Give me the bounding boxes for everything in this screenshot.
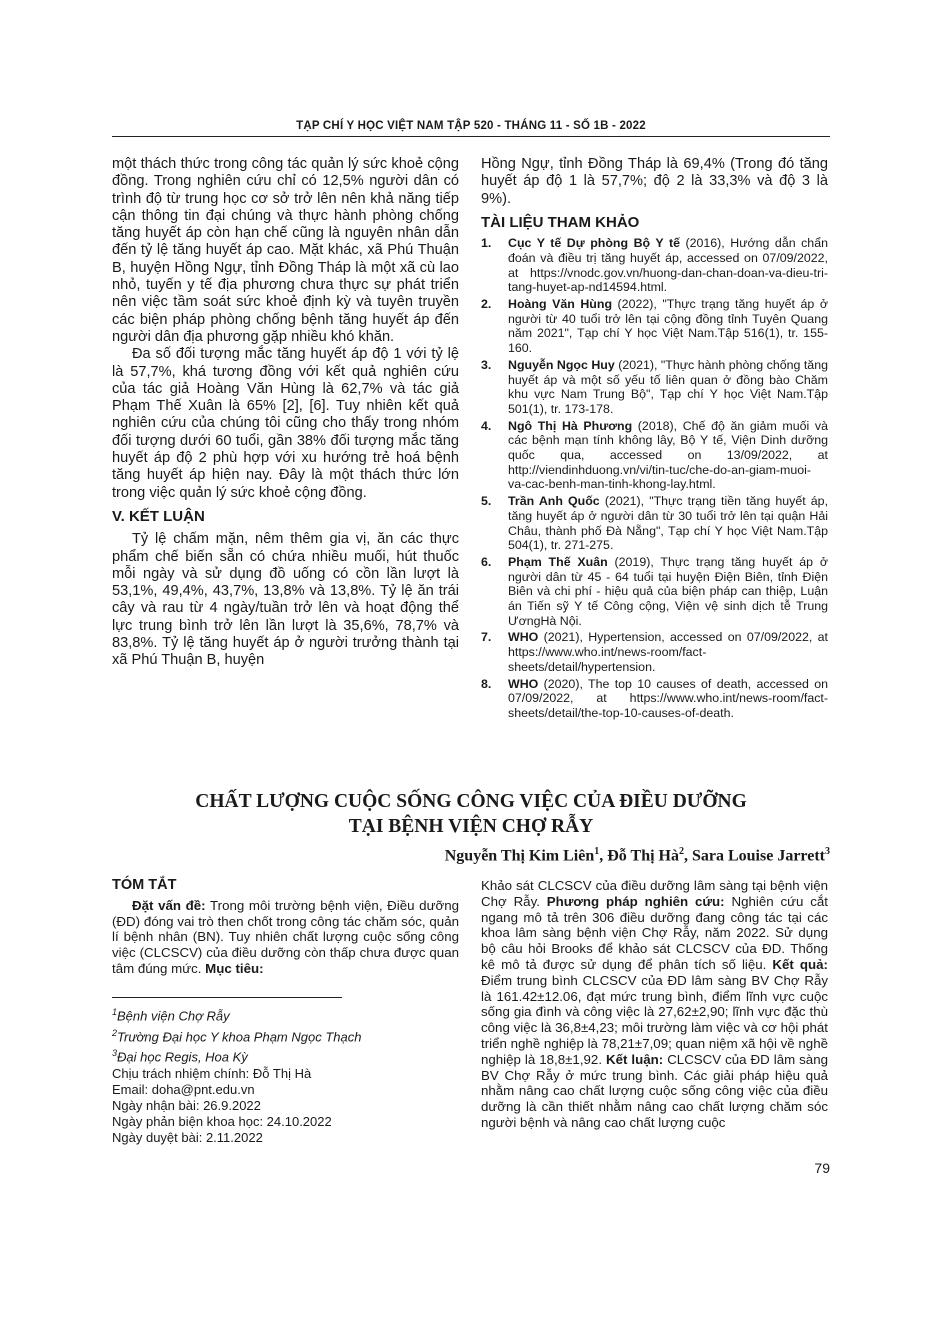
right-column — [481, 156, 828, 723]
header-divider — [112, 136, 830, 137]
date-reviewed: Ngày phản biện khoa học: 24.10.2022 — [112, 1114, 332, 1130]
article-title — [112, 789, 830, 839]
date-accepted: Ngày duyệt bài: 2.11.2022 — [112, 1130, 263, 1146]
footnotes — [112, 1004, 459, 1147]
conclusion-paragraph: Tỷ lệ chấm mặn, nêm thêm gia vị, ăn các thực phẩm chế biến sẵn có chứa nhiều muối, hút thuốc mỗi ngày và sử dụng đồ uống có cồn lần lượt là 53,1%, 49,4%, 43,7%, 13,8% và 13,8%. Tỷ lệ ăn trái cây và rau từ 4 ngày/tuần trở lên và hoạt động thể lực trung bình trở lên lần lượt là 35,6%, 78,7% và 83,8%. Tỷ lệ tăng huyết áp ở người trưởng thành tại xã Phú Thuận B, huyện — [112, 531, 459, 669]
abstract-paragraph: Đặt vấn đề: Trong môi trường bệnh viện, Điều dưỡng (ĐD) đóng vai trò then chốt trong công tác chăm sóc, quản lí bệnh nhân (BN). Tuy nhiên chất lượng cuộc sống công việc (CLCSCV) của điều dưỡng còn thấp chưa được quan tâm đúng mức. Mục tiêu: — [112, 897, 459, 976]
body-paragraph: Hồng Ngự, tỉnh Đồng Tháp là 69,4% (Trong đó tăng huyết áp độ 1 là 57,7%; độ 2 là 33,3% và độ 3 là 9%). — [481, 156, 828, 207]
footnote-divider — [112, 997, 342, 998]
reference-item: 7. WHO (2021), Hypertension, accessed on 07/09/2022, at https://www.who.int/news-room/fact-sheets/detail/hypertension. — [481, 630, 828, 674]
affiliation: $^2$Trường Đại học Y khoa Phạm Ngọc Thạch — [112, 1027, 362, 1044]
references-heading: TÀI LIỆU THAM KHẢO — [481, 213, 640, 231]
journal-running-header: TẠP CHÍ Y HỌC VIỆT NAM TẬP 520 - THÁNG 11 - SỐ 1B - 2022 — [296, 120, 646, 132]
author-name: Nguyễn Thị Kim Liên — [444, 847, 595, 865]
author-affiliation-mark: 3 — [825, 846, 830, 857]
author-list: Nguyễn Thị Kim Liên$^1$, Đỗ Thị $Hà^2$, Sara Louise Jarrett$^3$ — [444, 846, 830, 865]
left-column — [112, 156, 459, 670]
author-affiliation-mark: 2 — [678, 846, 684, 857]
body-paragraph: một thách thức trong công tác quản lý sức khoẻ cộng đồng. Trong nghiên cứu chỉ có 12,5% người dân có trình độ từ trung học cơ sở trở lên nên khả năng tiếp cận thông tin đại chúng và thực hành phòng chống tăng huyết áp còn hạn chế cũng là nguyên nhân dẫn đến tỷ lệ tăng huyết áp cao. Mặt khác, xã Phú Thuận B, huyện Hồng Ngự, tỉnh Đồng Tháp là một xã cù lao nhỏ, tuyến y tế địa phương chưa thực sự phát triển nên việc tầm soát sức khoẻ định kỳ và tuyên truyền các biện pháp phòng chống bệnh tăng huyết áp đến người dân địa phương gặp nhiều khó khăn. — [112, 156, 459, 345]
abstract-left — [112, 878, 459, 977]
corresponding-author: Chịu trách nhiệm chính: Đỗ Thị Hà — [112, 1065, 312, 1081]
abstract-heading: TÓM TẮT — [112, 877, 177, 893]
abstract-right — [481, 878, 828, 1131]
contact-email: Email: doha@pnt.edu.vn — [112, 1081, 255, 1097]
reference-item: 3. Nguyễn Ngọc Huy (2021), "Thực hành phòng chống tăng huyết áp và một số yếu tố liên quan ở đồng bào Chăm khu vực Nam Trung Bộ", Tạp chí Y học Việt Nam.Tập 501(1), tr. 173-178. — [481, 357, 828, 416]
date-received: Ngày nhận bài: 26.9.2022 — [112, 1098, 261, 1113]
affiliation: $^1$Bệnh viện Chợ Rẫy — [112, 1007, 230, 1024]
author-name: Sara Louise Jarrett — [691, 847, 825, 865]
reference-item: 1. Cục Y tế Dự phòng Bộ Y tế (2016), Hướng dẫn chẩn đoán và điều trị tăng huyết áp, accessed on 07/09/2022, at https://vnodc.gov.vn/huong-dan-chan-doan-va-dieu-tri-tang-huyet-ap-nd14594.html. — [481, 236, 828, 295]
page-number: 79 — [814, 1160, 830, 1176]
reference-item: 5. Trần Anh Quốc (2021), "Thực trạng tiền tăng huyết áp, tăng huyết áp ở người dân từ 30 tuổi trở lên tại quận Hải Châu, thành phố Đà Nẵng", Tạp chí Y học Việt Nam.Tập 504(1), tr. 271-275. — [481, 494, 829, 553]
article-title-line: CHẤT LƯỢNG CUỘC SỐNG CÔNG VIỆC CỦA ĐIỀU DƯỠNG — [195, 791, 747, 812]
affiliation: $^3$Đại học Regis, Hoa Kỳ — [112, 1048, 248, 1065]
reference-item: 4. Ngô Thị Hà Phương (2018), Chế độ ăn giảm muối và các bệnh mạn tính không lây, Bộ Y tế, Viện Dinh dưỡng quốc qua, accessed on 13/09/2022, at http://viendinhduong.vn/vi/tin-tuc/che-do-an-giam-muoi-va-cac-benh-man-tinh-khong-lay.html. — [481, 418, 828, 492]
author-name: Đỗ Thị Hà — [607, 847, 679, 865]
reference-item: 2. Hoàng Văn Hùng (2022), "Thực trạng tăng huyết áp ở người từ 40 tuổi trở lên tại cộng đồng tỉnh Tuyên Quang năm 2021", Tạp chí Y học Việt Nam.Tập 516(1), tr. 155-160. — [481, 297, 828, 356]
reference-item: 8. WHO (2020), The top 10 causes of death, accessed on 07/09/2022, at https://www.who.int/news-room/fact-sheets/detail/the-top-10-causes-of-death. — [481, 676, 828, 720]
reference-item: 6. Phạm Thế Xuân (2019), Thực trạng tăng huyết áp ở người dân từ 45 - 64 tuổi tại huyện Điện Biên, tỉnh Điện Biên và chi phí - hiệu quả của biện pháp can thiệp, Luận án Tiến sỹ Y tế Công cộng, Viện vệ sinh dịch tễ Trung ƯơngHà Nội. — [481, 554, 828, 628]
article-title-line: TẠI BỆNH VIỆN CHỢ RẪY — [348, 816, 594, 837]
body-paragraph: Đa số đối tượng mắc tăng huyết áp độ 1 với tỷ lệ là 57,7%, khá tương đồng với kết quả nghiên cứu của tác giả Hoàng Văn Hùng là 62,7% và tác giả Phạm Thế Xuân là 65% [2], [6]. Tuy nhiên kết quả nghiên cứu của chúng tôi cũng cho thấy trong nhóm đối tượng dưới 60 tuổi, gần 38% đối tượng mắc tăng huyết áp độ 2 phù hợp với xu hướng trẻ hoá bệnh tăng huyết áp hiện nay. Đây là một thách thức lớn trong việc quản lý sức khoẻ cộng đồng. — [112, 346, 459, 501]
abstract-paragraph: Khảo sát CLCSCV của điều dưỡng lâm sàng tại bệnh viện Chợ Rẫy. Phương pháp nghiên cứu: Nghiên cứu cắt ngang mô tả trên 306 điều dưỡng đang công tác tại các khoa lâm sàng bệnh viện Chợ Rẫy, năm 2022. Sử dụng bộ câu hỏi Brooks để khảo sát CLCSCV của ĐD. Thống kê mô tả được sử dụng để phân tích số liệu. Kết quả: Điểm trung bình CLCSCV của ĐD lâm sàng BV Chợ Rẫy là 161.42±12.06, đạt mức trung bình, điểm lĩnh vực cuộc sống gia đình và công việc là 27,62±2,90; lĩnh vực đặc thù công việc là 36,8±4,23; môi trường làm việc và cơ hội phát triển nghề nghiệp là 78,21±7,09; quan niệm xã hội về nghề nghiệp là 18,8±1,92. Kết luận: CLCSCV của ĐD lâm sàng BV Chợ Rẫy ở mức trung bình. Các giải pháp hiệu quả nhằm nâng cao chất lượng cuộc sống công việc của điều dưỡng là cần thiết nhằm nâng cao chất lượng chăm sóc người bệnh và nâng cao chất lượng cuộc — [481, 878, 828, 1130]
references-list — [481, 236, 828, 721]
author-affiliation-mark: 1 — [594, 846, 600, 857]
conclusion-heading: V. KẾT LUẬN — [112, 507, 205, 525]
